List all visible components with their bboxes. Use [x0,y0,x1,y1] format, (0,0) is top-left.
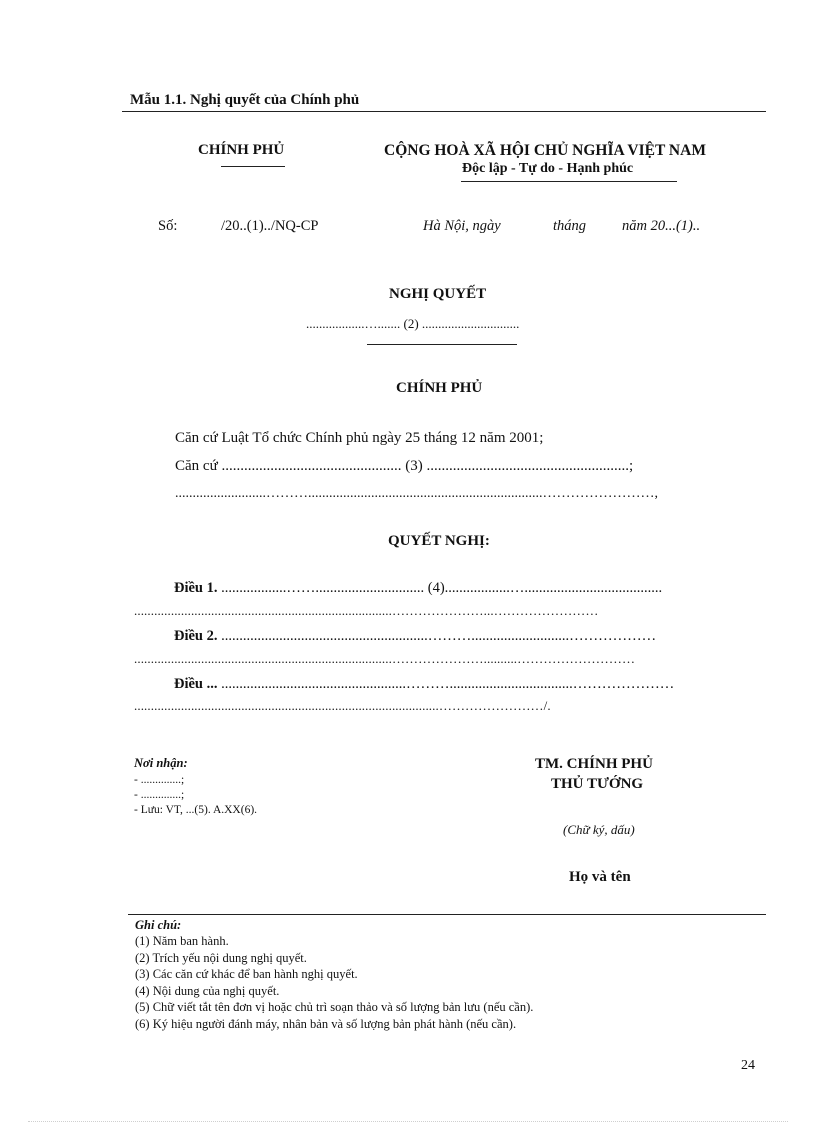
national-title: CỘNG HOÀ XÃ HỘI CHỦ NGHĨA VIỆT NAM [384,142,706,159]
subject-underline [367,344,517,345]
issuer-heading: CHÍNH PHỦ [396,380,483,396]
note-item: (6) Ký hiệu người đánh máy, nhân bản và số lượng bản phát hành (nếu cần). [135,1017,517,1031]
article-text: .........................................................………...........................……………… [217,628,657,644]
authority-underline [221,166,285,167]
recipient-item: - Lưu: VT, ...(5). A.XX(6). [134,804,258,816]
article-label: Điều 2. [174,628,218,644]
issuing-authority: CHÍNH PHỦ [198,142,285,158]
article [174,628,656,645]
article-continuation: .............................................................................…………………..........……………………… [134,651,636,666]
signer-name: Họ và tên [569,869,631,885]
header-rule [122,111,766,112]
motto-underline [461,181,677,182]
note-item: (1) Năm ban hành. [135,934,229,948]
footer-divider [28,1121,788,1122]
signature-org: TM. CHÍNH PHỦ [535,756,653,772]
article-label: Điều 1. [174,580,218,596]
note-item: (3) Các căn cứ khác để ban hành nghị quyết. [135,967,358,981]
recipient-item: - ..............; [134,789,185,801]
date-month: tháng [553,218,587,234]
signature-title: THỦ TƯỚNG [551,776,644,792]
article-label: Điều ... [174,676,218,692]
article [174,580,662,597]
form-title: Mẫu 1.1. Nghị quyết của Chính phủ [130,92,360,108]
document-number: /20..(1)../NQ-CP [221,218,319,234]
date-year: năm 20...(1).. [622,218,701,234]
notes-title: Ghi chú: [135,918,182,932]
notes-rule [128,914,766,915]
note-item: (2) Trích yếu nội dung nghị quyết. [135,951,307,965]
legal-basis-line: ..........................………...................................................................……………………, [175,486,658,501]
article-continuation: ...........................................................................................……………………/. [134,698,551,713]
national-motto: Độc lập - Tự do - Hạnh phúc [462,161,634,176]
recipient-item: - ..............; [134,774,185,786]
page-number: 24 [741,1058,755,1073]
article-text: ..................…….............................. (4)..................…...................................... [217,580,663,596]
place-date: Hà Nội, ngày [423,218,501,234]
document-number-label: Số: [158,218,178,234]
note-item: (4) Nội dung của nghị quyết. [135,984,280,998]
document-type: NGHỊ QUYẾT [389,286,487,302]
signature-note: (Chữ ký, dấu) [563,822,635,837]
article-text: ...................................................………..................................………………… [217,676,675,692]
article-continuation: .............................................................................…………………...…………………… [134,603,599,618]
legal-basis-line: Căn cứ Luật Tổ chức Chính phủ ngày 25 tháng 12 năm 2001; [175,430,544,446]
article [174,676,674,693]
decision-heading: QUYẾT NGHỊ: [388,533,490,549]
legal-basis-line: Căn cứ ................................................ (3) ......................................................; [175,458,634,474]
note-item: (5) Chữ viết tắt tên đơn vị hoặc chủ trì soạn thảo và số lượng bản lưu (nếu cần). [135,1000,534,1014]
recipients-title: Nơi nhận: [134,756,188,770]
document-subject: ..................…....... (2) .............................. [306,316,520,331]
